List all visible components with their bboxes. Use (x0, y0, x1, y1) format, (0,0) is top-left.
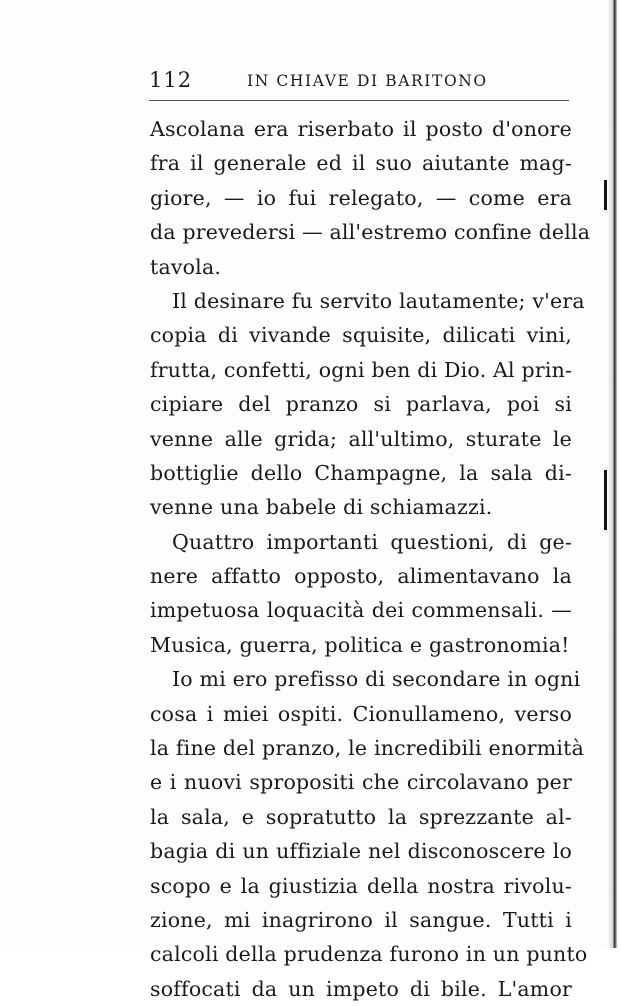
running-head (149, 68, 569, 94)
text-line: venne una babele di schiamazzi. (150, 495, 493, 520)
text-line: Il desinare fu servito lautamente; v'era (172, 288, 585, 313)
header-rule (149, 100, 569, 101)
text-line: soffocati da un impeto di bile. L'amor (150, 976, 572, 1001)
text-line: la fine del pranzo, le incredibili enormità (150, 736, 585, 761)
text-line: bagia di un uffiziale nel disconoscere lo (150, 839, 572, 864)
text-line: giore, — io fui relegato, — come era (150, 185, 572, 210)
text-line: calcoli della prudenza furono in un punto (150, 942, 588, 967)
text-line: cipiare del pranzo si parlava, poi si (150, 392, 572, 417)
edge-mark (604, 180, 607, 210)
text-line: Ascolana era riserbato il posto d'onore (150, 117, 572, 141)
text-line: la sala, e sopratutto la sprezzante al- (150, 804, 572, 829)
text-line: e i nuovi spropositi che circolavano per (150, 770, 572, 795)
text-line: bottiglie dello Champagne, la sala di- (150, 460, 572, 485)
text-line: cosa i miei ospiti. Cionullameno, verso (150, 701, 572, 726)
binding-edge (607, 0, 621, 948)
running-head-title: IN CHIAVE DI BARITONO (247, 72, 488, 90)
text-line: da prevedersi — all'estremo confine della (150, 220, 591, 245)
body-text (150, 112, 591, 1006)
text-line: frutta, confetti, ogni ben di Dio. Al prin- (150, 357, 573, 382)
text-line: impetuosa loquacità dei commensali. — (150, 598, 572, 623)
page-number: 112 (149, 68, 193, 92)
text-line: venne alle grida; all'ultimo, sturate le (150, 426, 572, 451)
edge-mark (604, 470, 607, 530)
text-line: Quattro importanti questioni, di ge- (172, 529, 572, 554)
text-line: fra il generale ed il suo aiutante mag- (150, 151, 572, 176)
text-line: Musica, guerra, politica e gastronomia! (150, 632, 570, 657)
text-line: scopo e la giustizia della nostra rivolu- (150, 873, 572, 898)
text-line: nere affatto opposto, alimentavano la (150, 564, 572, 589)
text-line: tavola. (150, 254, 222, 279)
text-line: copia di vivande squisite, dilicati vini, (150, 323, 572, 348)
text-line: zione, mi inagrirono il sangue. Tutti i (150, 907, 572, 932)
text-line: Io mi ero prefisso di secondare in ogni (172, 667, 581, 692)
